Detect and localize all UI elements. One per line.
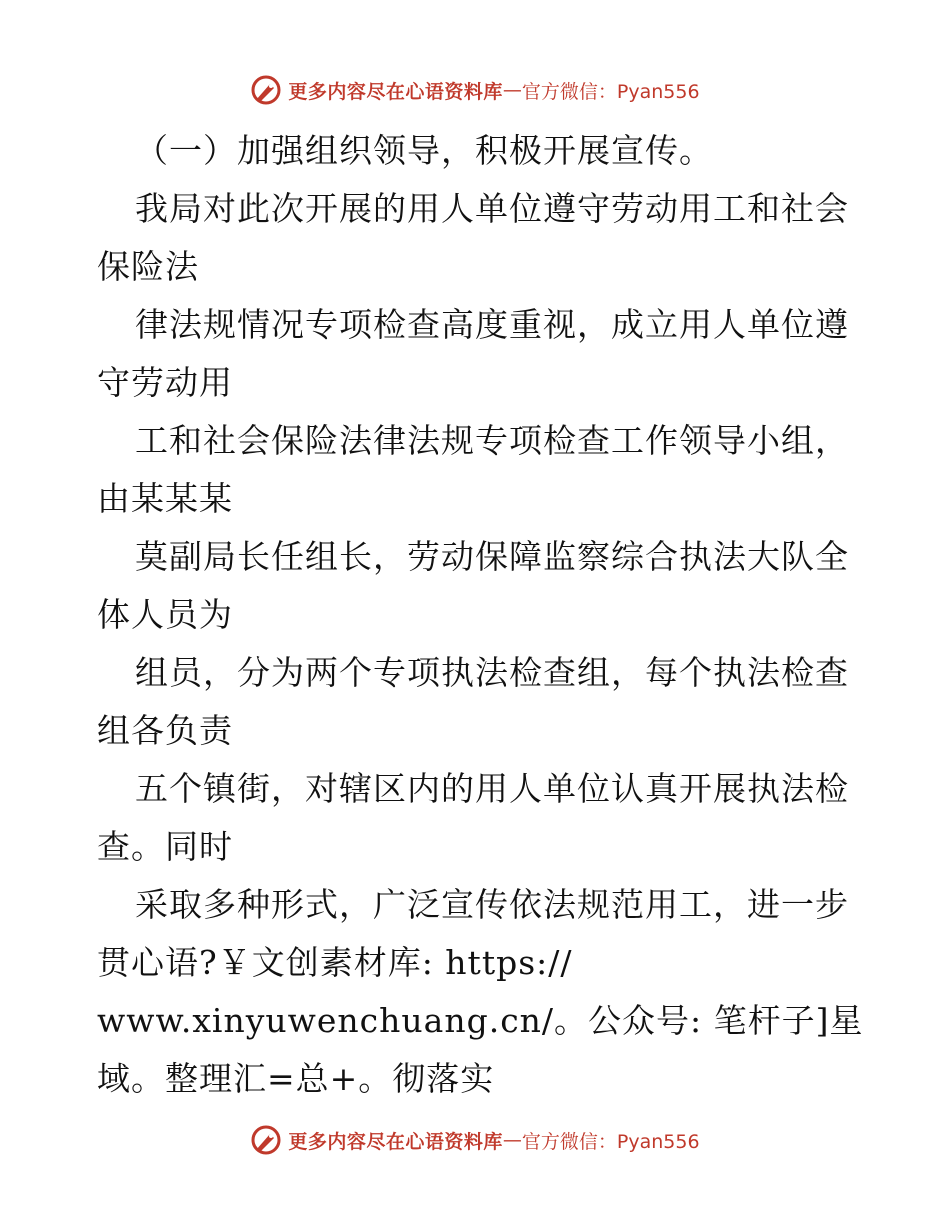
paragraph-line: 由某某某 <box>97 479 233 518</box>
banner-separator: — <box>502 79 522 101</box>
paragraph-line: 体人员为 <box>97 595 233 634</box>
pen-logo-icon <box>250 1124 282 1156</box>
paragraph-line: 守劳动用 <box>97 363 233 402</box>
paragraph-line: 采取多种形式，广泛宣传依法规范用工，进一步 <box>135 885 849 924</box>
pen-logo-icon <box>250 74 282 106</box>
document-body <box>97 122 864 1108</box>
footer-banner <box>0 1120 950 1160</box>
paragraph-line: 贯心语?￥文创素材库: https:// <box>97 943 573 982</box>
paragraph-line: 律法规情况专项检查高度重视，成立用人单位遵 <box>135 305 849 344</box>
section-heading: （一）加强组织领导，积极开展宣传。 <box>135 131 713 170</box>
paragraph-line: 组员，分为两个专项执法检查组，每个执法检查 <box>135 653 849 692</box>
banner-wechat-id: 官方微信：Pyan556 <box>521 1130 700 1153</box>
paragraph-line: 工和社会保险法律法规专项检查工作领导小组， <box>135 421 849 460</box>
banner-title: 更多内容尽在心语资料库 <box>288 80 503 103</box>
paragraph-line: 莫副局长任组长，劳动保障监察综合执法大队全 <box>135 537 849 576</box>
paragraph-line: 五个镇街，对辖区内的用人单位认真开展执法检 <box>135 769 849 808</box>
paragraph-line: 域。整理汇=总+。彻落实 <box>97 1059 495 1098</box>
paragraph-line: www.xinyuwenchuang.cn/。公众号: 笔杆子]星 <box>97 1001 864 1040</box>
paragraph-line: 我局对此次开展的用人单位遵守劳动用工和社会 <box>135 189 849 228</box>
paragraph-line: 保险法 <box>97 247 199 286</box>
banner-wechat-id: 官方微信：Pyan556 <box>521 80 700 103</box>
header-banner <box>0 70 950 110</box>
banner-separator: — <box>502 1129 522 1151</box>
paragraph-line: 组各负责 <box>97 711 233 750</box>
banner-title: 更多内容尽在心语资料库 <box>288 1130 503 1153</box>
paragraph-line: 查。同时 <box>97 827 233 866</box>
